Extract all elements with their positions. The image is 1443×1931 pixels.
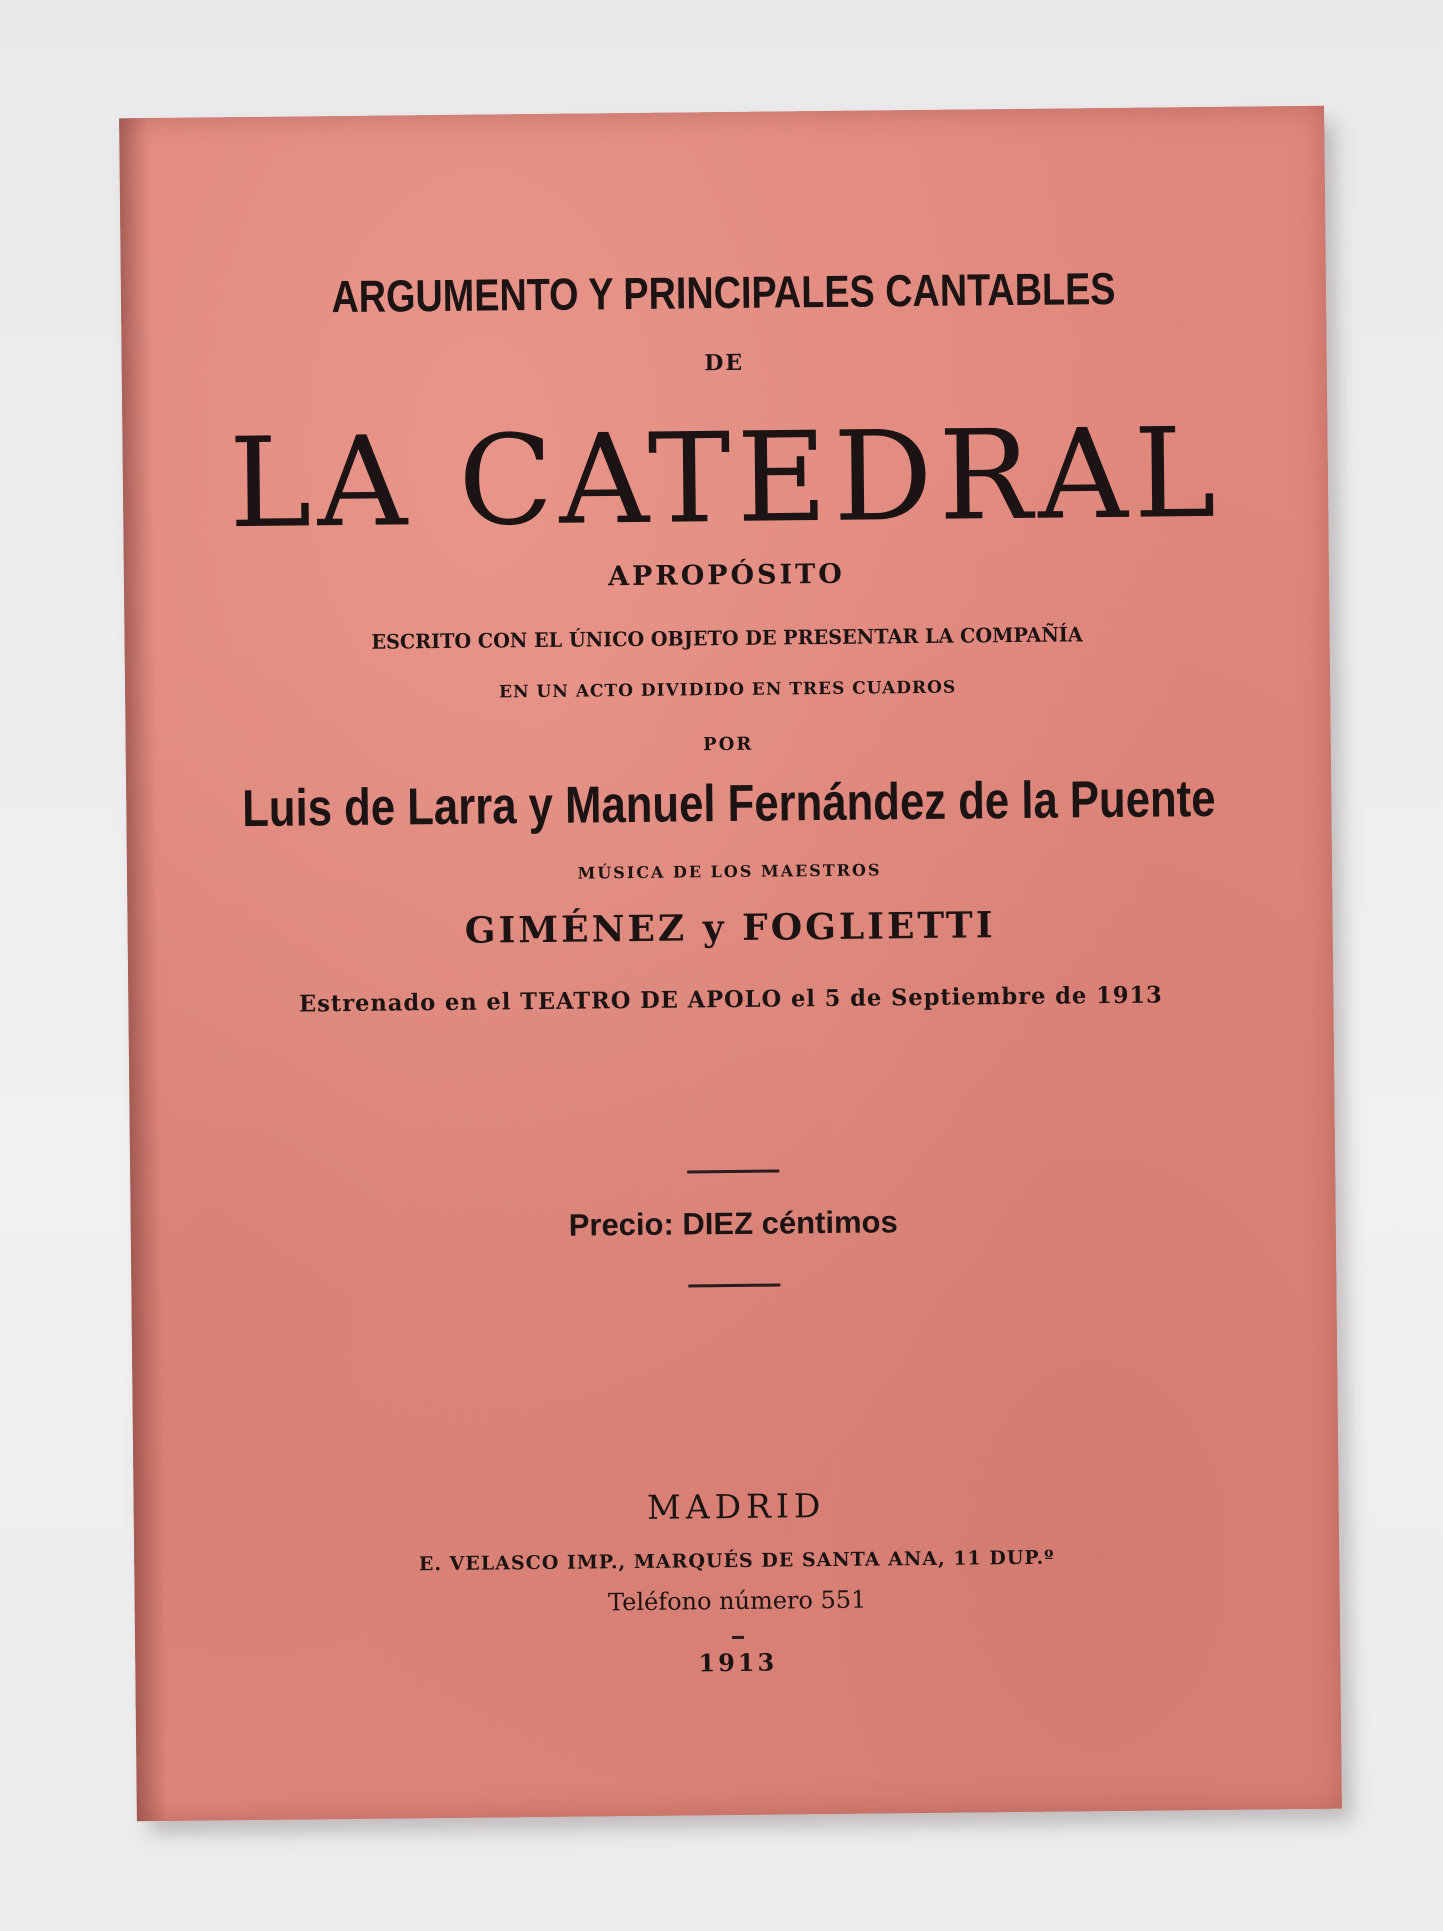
cover-title: LA CATEDRAL bbox=[228, 401, 1223, 557]
cover-genre: APROPÓSITO bbox=[607, 558, 845, 593]
cover-authors: Luis de Larra y Manuel Fernández de la Puente bbox=[241, 769, 1216, 839]
divider-rule-bottom bbox=[688, 1284, 780, 1288]
cover-composers: GIMÉNEZ y FOGLIETTI bbox=[464, 904, 996, 952]
cover-printer: E. VELASCO IMP., MARQUÉS DE SANTA ANA, 11 DUP.º bbox=[418, 1546, 1055, 1576]
cover-description: ESCRITO CON EL ÚNICO OBJETO DE PRESENTAR LA COMPAÑÍA bbox=[371, 622, 1083, 654]
cover-structure: EN UN ACTO DIVIDIDO EN TRES CUADROS bbox=[498, 677, 957, 703]
cover-phone: Teléfono número 551 bbox=[607, 1585, 867, 1617]
cover-premiere: Estrenado en el TEATRO DE APOLO el 5 de Septiembre de 1913 bbox=[298, 981, 1163, 1018]
cover-de: DE bbox=[704, 349, 745, 377]
cover-year: 1913 bbox=[698, 1647, 778, 1678]
cover-heading: ARGUMENTO Y PRINCIPALES CANTABLES bbox=[331, 262, 1116, 323]
divider-rule-top bbox=[687, 1170, 779, 1174]
cover-music-label: MÚSICA DE LOS MAESTROS bbox=[577, 860, 882, 883]
cover-por: POR bbox=[703, 733, 754, 756]
divider-dash bbox=[732, 1636, 744, 1639]
booklet-cover bbox=[119, 106, 1342, 1822]
cover-city: MADRID bbox=[646, 1486, 826, 1527]
cover-price: Precio: DIEZ céntimos bbox=[568, 1204, 898, 1243]
